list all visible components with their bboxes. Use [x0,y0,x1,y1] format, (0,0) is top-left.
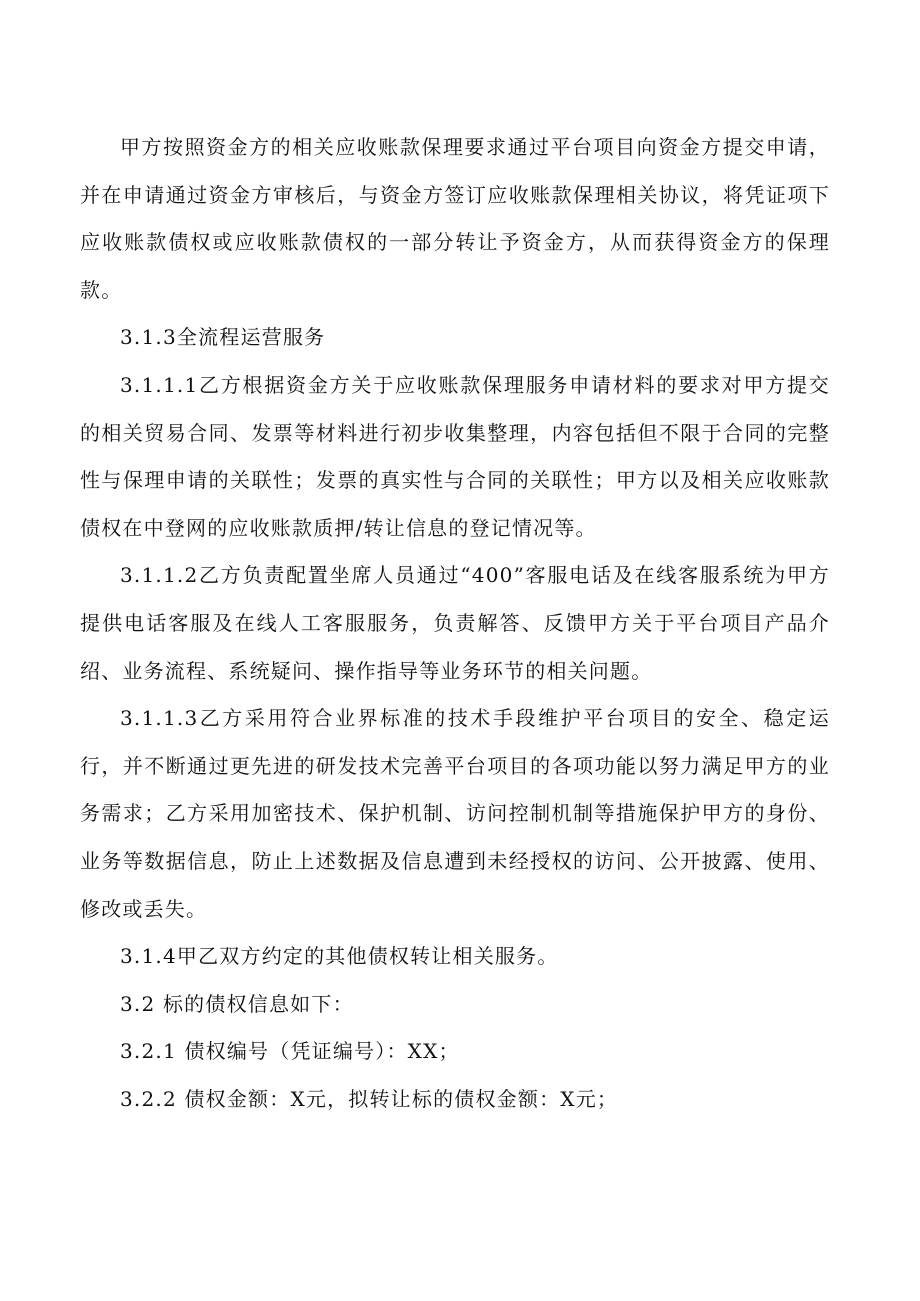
paragraph-3-1-1-3: 3.1.1.3乙方采用符合业界标准的技术手段维护平台项目的安全、稳定运行，并不断通过更先进的研发技术完善平台项目的各项功能以努力满足甲方的业务需求；乙方采用加密技术、保护机制、访问控制机制等措施保护甲方的身份、业务等数据信息，防止上述数据及信息遭到未经授权的访问、公开披露、使用、修改或丢失。 [80,706,830,921]
heading-3-1-3: 3.1.3全流程运营服务 [120,325,326,350]
paragraph-factoring-application: 甲方按照资金方的相关应收账款保理要求通过平台项目向资金方提交申请，并在申请通过资金方审核后，与资金方签订应收账款保理相关协议，将凭证项下应收账款债权或应收账款债权的一部分转让予资金方，从而获得资金方的保理款。 [80,135,830,302]
heading-3-2: 3.2 标的债权信息如下： [120,991,354,1016]
paragraph-3-2-2: 3.2.2 债权金额：X元，拟转让标的债权金额：X元； [120,1086,619,1111]
paragraph-3-1-1-1: 3.1.1.1乙方根据资金方关于应收账款保理服务申请材料的要求对甲方提交的相关贸易合同、发票等材料进行初步收集整理，内容包括但不限于合同的完整性与保理申请的关联性；发票的真实性与合同的关联性；甲方以及相关应收账款债权在中登网的应收账款质押/转让信息的登记情况等。 [80,372,830,540]
paragraph-3-1-1-2: 3.1.1.2乙方负责配置坐席人员通过“400”客服电话及在线客服系统为甲方提供电话客服及在线人工客服服务，负责解答、反馈甲方关于平台项目产品介绍、业务流程、系统疑问、操作指导等业务环节的相关问题。 [80,563,830,683]
paragraph-3-2-1: 3.2.1 债权编号（凭证编号）：XX； [120,1039,460,1064]
paragraph-3-1-4: 3.1.4甲乙双方约定的其他债权转让相关服务。 [120,944,559,969]
document-body [80,124,830,1123]
